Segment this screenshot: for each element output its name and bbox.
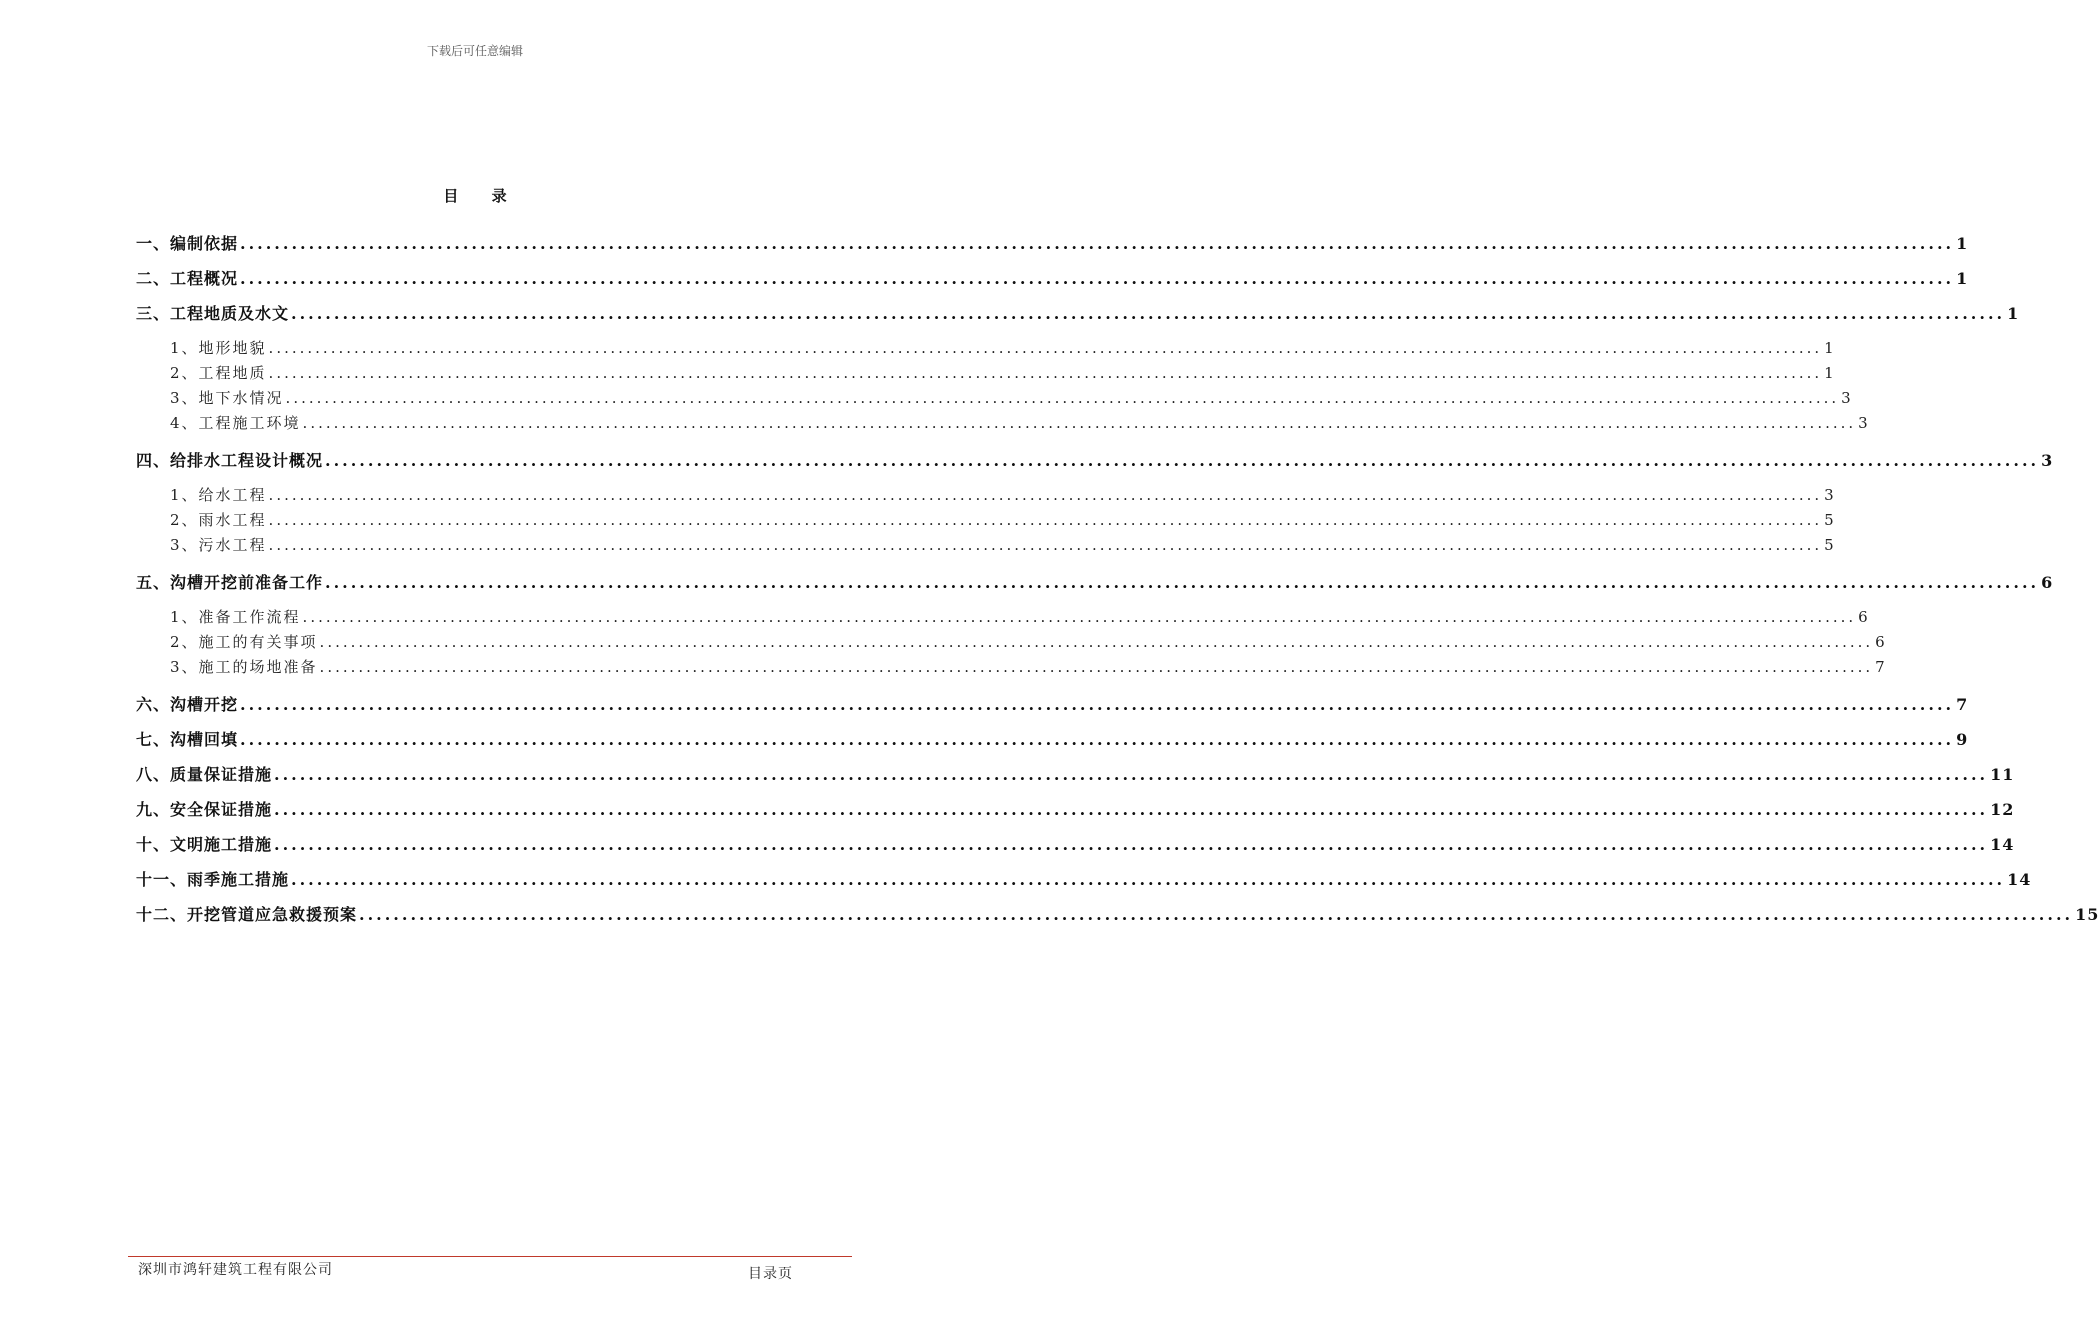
- toc-entry-label: 1、给水工程: [170, 486, 267, 504]
- table-of-contents: [136, 224, 2099, 930]
- toc-entry-page: 6: [1875, 633, 1887, 651]
- toc-entry-page: 1: [1956, 234, 1969, 253]
- toc-entry[interactable]: [136, 755, 2015, 790]
- toc-entry-page: 9: [1956, 730, 1969, 749]
- toc-entry-label: 3、地下水情况: [170, 389, 284, 407]
- toc-entry-page: 3: [1858, 414, 1870, 432]
- toc-entry-label: 九、安全保证措施: [136, 800, 273, 819]
- toc-leader-dots: ........................................................................................................................................................................................................: [240, 695, 1955, 714]
- toc-leader-dots: ........................................................................................................................................................................................................: [291, 870, 2006, 889]
- toc-leader-dots: ........................................................................................................................................................................................................: [319, 633, 1874, 651]
- toc-entry[interactable]: [136, 532, 1836, 557]
- toc-entry-label: 十一、雨季施工措施: [136, 870, 290, 889]
- toc-entry-label: 3、施工的场地准备: [170, 658, 318, 676]
- toc-entry-page: 12: [1990, 800, 2015, 819]
- toc-entry-page: 3: [2041, 451, 2054, 470]
- toc-leader-dots: ........................................................................................................................................................................................................: [285, 389, 1840, 407]
- toc-entry-page: 3: [1841, 389, 1853, 407]
- toc-entry[interactable]: [136, 895, 2099, 930]
- toc-entry-page: 6: [1858, 608, 1870, 626]
- toc-entry[interactable]: [136, 629, 1887, 654]
- toc-leader-dots: ........................................................................................................................................................................................................: [302, 414, 1857, 432]
- toc-entry[interactable]: [136, 563, 2054, 598]
- toc-leader-dots: ........................................................................................................................................................................................................: [268, 364, 1823, 382]
- page-title: 目 录: [443, 187, 521, 205]
- toc-leader-dots: ........................................................................................................................................................................................................: [325, 451, 2040, 470]
- toc-entry-label: 八、质量保证措施: [136, 765, 273, 784]
- toc-entry-page: 3: [1824, 486, 1836, 504]
- toc-entry[interactable]: [136, 385, 1853, 410]
- toc-leader-dots: ........................................................................................................................................................................................................: [268, 339, 1823, 357]
- toc-entry[interactable]: [136, 604, 1870, 629]
- toc-entry-page: 1: [1956, 269, 1969, 288]
- toc-entry-label: 2、工程地质: [170, 364, 267, 382]
- toc-entry-page: 14: [1990, 835, 2015, 854]
- footer-rule: [128, 1256, 852, 1257]
- toc-leader-dots: ........................................................................................................................................................................................................: [325, 573, 2040, 592]
- toc-leader-dots: ........................................................................................................................................................................................................: [268, 486, 1823, 504]
- toc-entry[interactable]: [136, 335, 1836, 360]
- toc-entry-label: 3、污水工程: [170, 536, 267, 554]
- toc-entry-label: 二、工程概况: [136, 269, 239, 288]
- toc-entry[interactable]: [136, 482, 1836, 507]
- page-header: 下载后可任意编辑: [426, 44, 523, 58]
- toc-entry-label: 十二、开挖管道应急救援预案: [136, 905, 358, 924]
- toc-entry-page: 1: [2007, 304, 2020, 323]
- toc-entry-label: 4、工程施工环境: [170, 414, 301, 432]
- toc-entry-label: 五、沟槽开挖前准备工作: [136, 573, 324, 592]
- toc-entry[interactable]: [136, 259, 1969, 294]
- toc-entry[interactable]: [136, 685, 1969, 720]
- toc-entry-label: 1、地形地貌: [170, 339, 267, 357]
- toc-entry-page: 7: [1956, 695, 1969, 714]
- toc-entry-label: 2、施工的有关事项: [170, 633, 318, 651]
- toc-entry[interactable]: [136, 825, 2015, 860]
- toc-leader-dots: ........................................................................................................................................................................................................: [268, 511, 1823, 529]
- toc-leader-dots: ........................................................................................................................................................................................................: [291, 304, 2006, 323]
- toc-entry-page: 6: [2041, 573, 2054, 592]
- toc-entry-label: 六、沟槽开挖: [136, 695, 239, 714]
- toc-entry[interactable]: [136, 507, 1836, 532]
- toc-entry-label: 1、准备工作流程: [170, 608, 301, 626]
- toc-leader-dots: ........................................................................................................................................................................................................: [240, 234, 1955, 253]
- footer-page-label: 目录页: [748, 1266, 793, 1282]
- toc-entry-label: 十、文明施工措施: [136, 835, 273, 854]
- toc-entry-label: 一、编制依据: [136, 234, 239, 253]
- toc-entry-page: 15: [2075, 905, 2099, 924]
- toc-entry-label: 七、沟槽回填: [136, 730, 239, 749]
- toc-entry[interactable]: [136, 720, 1969, 755]
- toc-entry[interactable]: [136, 410, 1870, 435]
- toc-leader-dots: ........................................................................................................................................................................................................: [319, 658, 1874, 676]
- toc-leader-dots: ........................................................................................................................................................................................................: [274, 800, 1989, 819]
- toc-entry-label: 2、雨水工程: [170, 511, 267, 529]
- toc-entry-page: 5: [1824, 536, 1836, 554]
- toc-entry[interactable]: [136, 360, 1836, 385]
- toc-entry-page: 5: [1824, 511, 1836, 529]
- toc-leader-dots: ........................................................................................................................................................................................................: [268, 536, 1823, 554]
- toc-leader-dots: ........................................................................................................................................................................................................: [274, 765, 1989, 784]
- toc-entry-page: 1: [1824, 364, 1836, 382]
- toc-entry[interactable]: [136, 224, 1969, 259]
- toc-entry-page: 1: [1824, 339, 1836, 357]
- toc-entry-page: 14: [2007, 870, 2032, 889]
- toc-leader-dots: ........................................................................................................................................................................................................: [302, 608, 1857, 626]
- toc-leader-dots: ........................................................................................................................................................................................................: [274, 835, 1989, 854]
- toc-entry-label: 三、工程地质及水文: [136, 304, 290, 323]
- toc-leader-dots: ........................................................................................................................................................................................................: [240, 730, 1955, 749]
- toc-entry-page: 11: [1990, 765, 2015, 784]
- footer-company: 深圳市鸿轩建筑工程有限公司: [138, 1262, 333, 1278]
- toc-entry[interactable]: [136, 790, 2015, 825]
- toc-entry[interactable]: [136, 860, 2032, 895]
- toc-leader-dots: ........................................................................................................................................................................................................: [359, 905, 2074, 924]
- toc-entry-page: 7: [1875, 658, 1887, 676]
- toc-leader-dots: ........................................................................................................................................................................................................: [240, 269, 1955, 288]
- toc-entry[interactable]: [136, 441, 2054, 476]
- toc-entry[interactable]: [136, 294, 2020, 329]
- toc-entry-label: 四、给排水工程设计概况: [136, 451, 324, 470]
- toc-entry[interactable]: [136, 654, 1887, 679]
